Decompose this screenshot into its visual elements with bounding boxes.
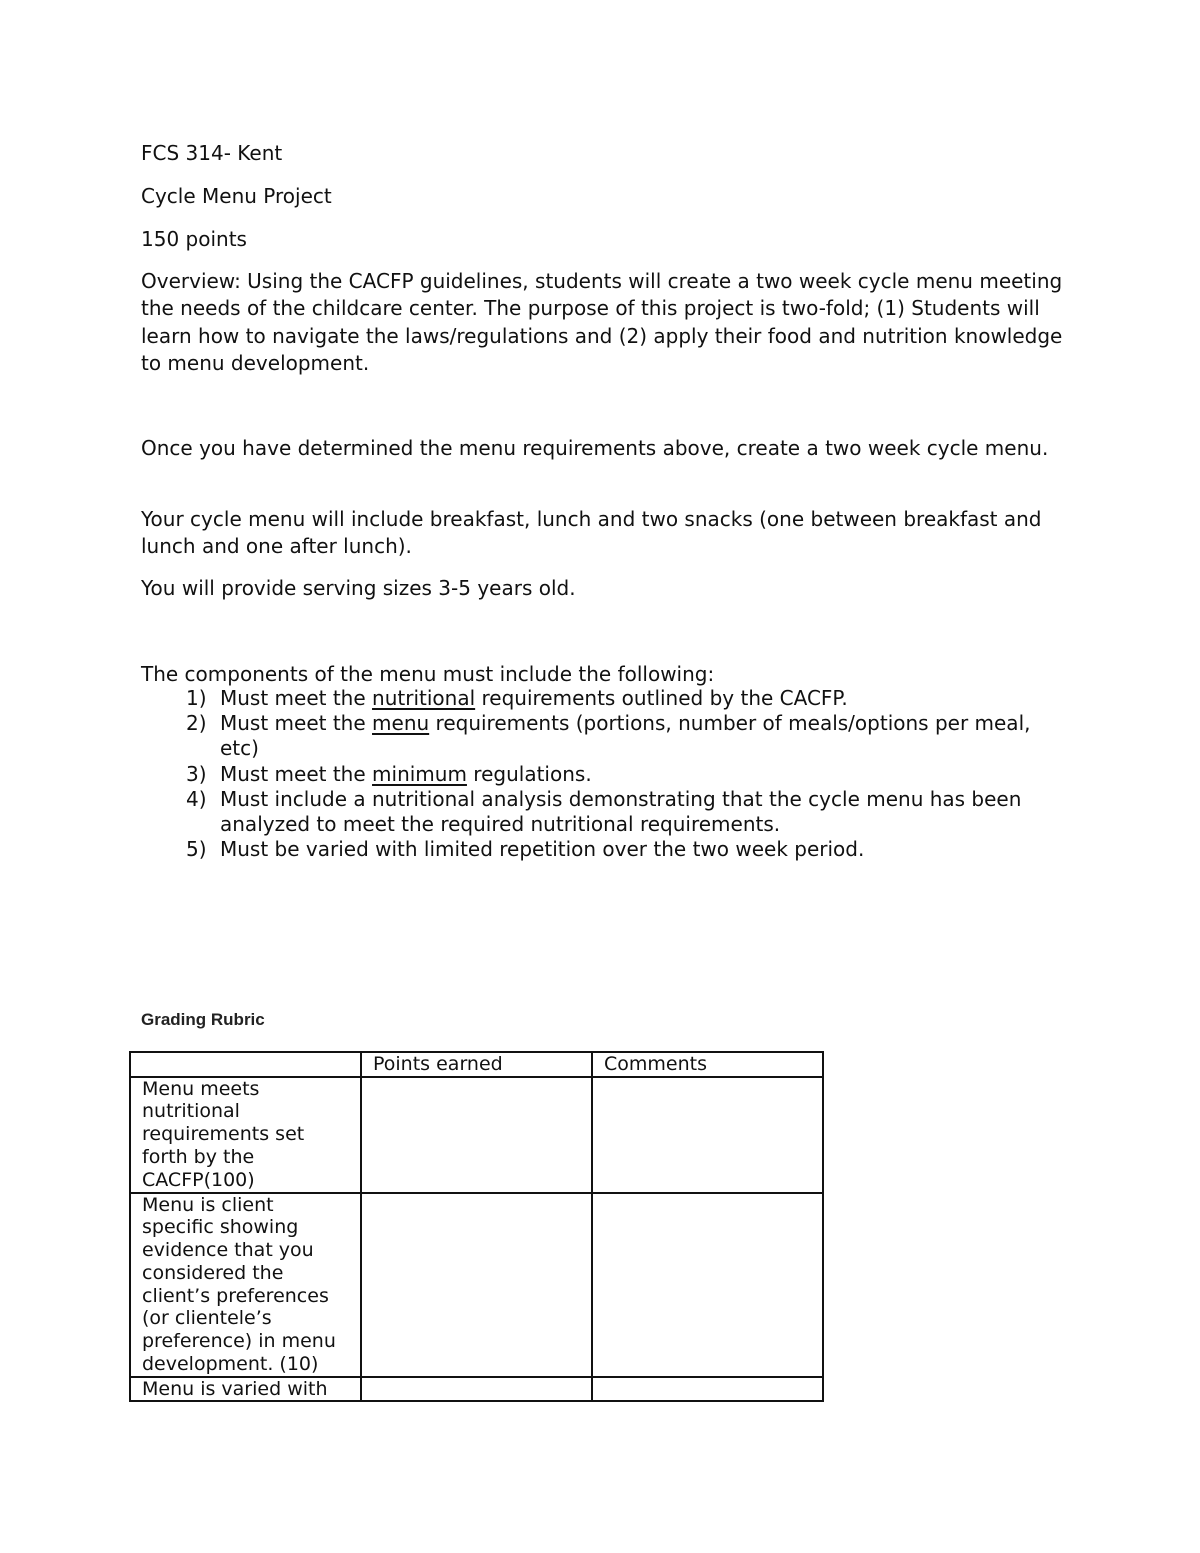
points-cell	[361, 1077, 592, 1193]
course-heading: FCS 314- Kent	[141, 141, 283, 165]
list-item	[141, 837, 1071, 862]
points-cell	[361, 1193, 592, 1377]
criterion-cell: Menu is varied with	[130, 1377, 361, 1402]
table-header-row	[130, 1052, 823, 1077]
list-text-before: Must include a nutritional analysis demonstrating that the cycle menu has been analyzed to meet the required nutritional requirements.	[220, 786, 1022, 837]
instruction-paragraph-2: Your cycle menu will include breakfast, lunch and two snacks (one between breakfast and lunch and one after lunch).	[141, 507, 1042, 559]
instruction-paragraph-3: You will provide serving sizes 3-5 years old.	[141, 576, 576, 600]
list-number: 1)	[186, 686, 207, 710]
table-row	[130, 1377, 823, 1402]
list-text-after: regulations.	[466, 761, 592, 786]
underlined-term: menu	[372, 711, 430, 736]
list-number: 3)	[186, 761, 207, 786]
list-number: 4)	[186, 786, 207, 811]
list-item	[141, 787, 1071, 837]
list-text-before: Must meet the	[220, 686, 373, 710]
list-number: 2)	[186, 711, 207, 736]
list-item	[141, 686, 1071, 711]
table-header-cell	[130, 1052, 361, 1077]
components-list	[141, 686, 1071, 862]
rubric-table	[129, 1051, 824, 1402]
table-header-cell: Comments	[592, 1052, 823, 1077]
list-item	[141, 762, 1071, 787]
comments-cell	[592, 1377, 823, 1402]
overview-paragraph: Overview: Using the CACFP guidelines, students will create a two week cycle menu meeting the needs of the childcare center. The purpose of this project is two-fold; (1) Students will learn how to navigate the laws/regulations and (2) apply their food and nutrition knowledge to menu development.	[141, 269, 1063, 375]
components-intro: The components of the menu must include the following:	[141, 662, 715, 686]
underlined-term: minimum	[372, 761, 467, 786]
points-cell	[361, 1377, 592, 1402]
points-total: 150 points	[141, 227, 247, 251]
list-text-before: Must meet the	[220, 711, 373, 736]
table-row	[130, 1077, 823, 1193]
list-text-after: requirements outlined by the CACFP.	[475, 686, 848, 710]
criterion-cell: Menu is client specific showing evidence that you considered the client’s preferences (or clientele’s preference) in menu development. (10)	[130, 1193, 361, 1377]
list-text-after: requirements (portions, number of meals/options per meal, etc)	[220, 711, 1031, 761]
instruction-paragraph-1: Once you have determined the menu requirements above, create a two week cycle menu.	[141, 436, 1049, 460]
list-number: 5)	[186, 837, 207, 862]
list-text-before: Must meet the	[220, 761, 373, 786]
criterion-cell: Menu meets nutritional requirements set forth by the CACFP(100)	[130, 1077, 361, 1193]
rubric-title: Grading Rubric	[141, 1010, 265, 1029]
project-title: Cycle Menu Project	[141, 184, 332, 208]
underlined-term: nutritional	[372, 686, 476, 710]
list-text-before: Must be varied with limited repetition over the two week period.	[220, 837, 865, 862]
table-header-cell: Points earned	[361, 1052, 592, 1077]
comments-cell	[592, 1193, 823, 1377]
table-row	[130, 1193, 823, 1377]
comments-cell	[592, 1077, 823, 1193]
list-item	[141, 711, 1071, 761]
